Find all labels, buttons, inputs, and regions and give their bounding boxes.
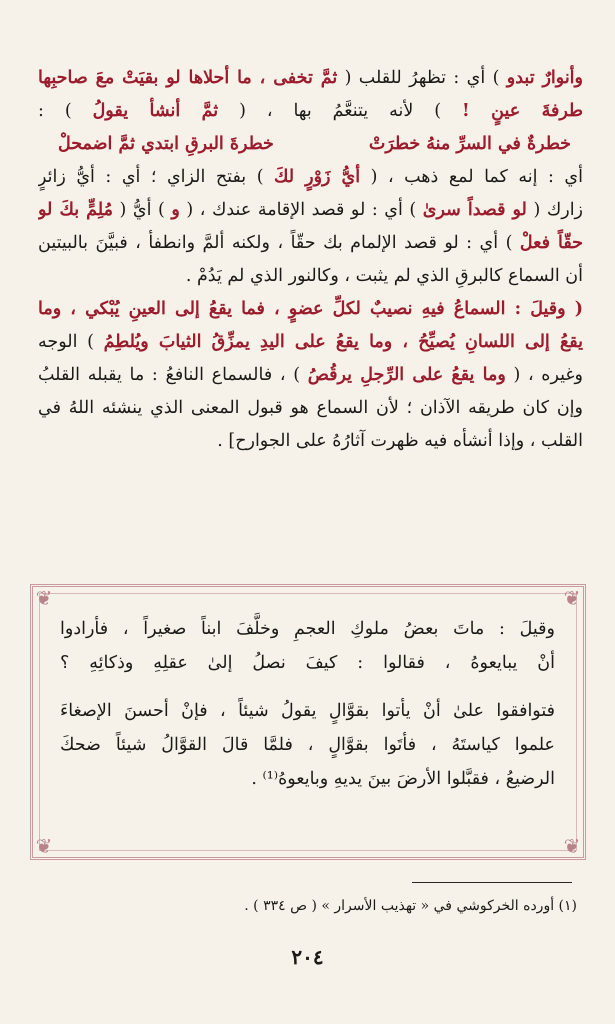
text-line [38,326,583,359]
framed-text-line: فتوافقوا علىٰ أنْ يأتوا بقوَّالٍ يقولُ شيئاً ، فإنْ أحسنَ الإصغاءَ [60,701,555,721]
main-text [38,62,583,458]
footnote-separator [412,882,572,883]
commentary-text: ) لأنه يتنعَّمُ بها ، ( [218,101,463,121]
commentary-text: القلب ، وإذا أنشأه فيه ظهرت آثارُهُ على الجوارح] . [217,431,583,451]
framed-anecdote [60,612,555,796]
commentary-text: ) أي : لو قصد الإقامة عندك ، ( [179,200,423,220]
verse-line [38,128,583,161]
commentary-text: ) أي : تظهرُ للقلب ( [337,68,507,88]
commentary-text: ) ، فالسماع النافعُ : ما يقبله القلبُ [38,365,308,385]
quoted-text: ، ما أحلاها لو بقيَتْ معَ صاحبِها [38,68,274,88]
quoted-text: حقّاً فعلْ [519,233,583,253]
commentary-text: وغيره ، ( [505,365,583,385]
quoted-text: لو قصداً سرىٰ [422,200,527,220]
commentary-text: ) بفتح الزاي ؛ أي : أيُّ زائرٍ [38,167,275,187]
text-line [38,194,583,227]
text-line [38,359,583,392]
quoted-text: ثمَّ أنشأ يقولُ [92,101,219,121]
quoted-text: مُلِمٍّ بكَ لو [38,200,113,220]
verse-hemistich: خطرةَ البرقِ ابتدي ثمَّ اضمحلْ [58,134,274,154]
quoted-text: وما يقعُ على الرِّجلِ يرقُصُ [307,365,506,385]
text-line [38,392,583,425]
corner-ornament-icon: ❦ [35,586,53,610]
framed-text-line: وقيلَ : ماتَ بعضُ ملوكِ العجمِ وخلَّفَ ابناً صغيراً ، فأرادوا [60,619,555,639]
verse-hemistich: خطرةٌ في السرِّ منهُ خطرَتْ [368,134,571,154]
page-number: ٢٠٤ [291,945,324,969]
quoted-text: يقعُ إلى اللسانِ يُصيِّحُ ، وما يقعُ على اليدِ يمزِّقُ الثيابَ ويُلطِمُ [103,332,583,352]
commentary-text: ) أي : لو قصد الإلمام بك حقّاً ، ولكنه ألمَّ وانطفأ ، فبيَّنَ بالبيتين [38,233,520,253]
commentary-text: وإن كان طريقه الآذان ؛ لأن السماع هو قبول المعنى الذي ينشئه اللهُ في [38,398,583,418]
paragraph-gap [60,680,555,694]
text-line [38,161,583,194]
text-line [38,293,583,326]
text-line [38,62,583,95]
commentary-text: أي : إنه كما لمع ذهب ، ( [360,167,583,187]
framed-text-line: أنْ يبايعوهُ ، فقالوا : كيفَ نصلُ إلىٰ عقلِهِ وذكائِهِ ؟ [60,653,555,673]
commentary-text: ) : [38,101,93,121]
text-line [38,260,583,293]
commentary-text: أن السماع كالبرقِ الذي لم يثبت ، وكالنور الذي لم يَدُمْ . [185,266,583,286]
quoted-text: أيُّ زَوْرٍ لكَ [274,167,361,187]
commentary-text: ) الوجه [38,332,104,352]
quoted-text: طرفةَ عينٍ ! [462,101,583,121]
framed-text-line: علموا كياستَهُ ، فأتَوا بقوَّالٍ ، فلمَّا قالَ القوَّالُ شيئاً ضحكَ [60,735,555,755]
commentary-text: زارك ( [526,200,583,220]
footnote: (١) أورده الخركوشي في « تهذيب الأسرار » ( ص ٣٣٤ ) . [244,898,577,914]
corner-ornament-icon: ❦ [563,834,581,858]
quoted-text: ثمَّ تخفى [273,68,338,88]
commentary-text: ) أيُّ ( [112,200,172,220]
text-line [38,95,583,128]
corner-ornament-icon: ❦ [563,586,581,610]
quoted-text: السماعُ فيهِ نصيبٌ لكلِّ عضوٍ ، فما يقعُ إلى العينِ يُبْكي ، وما [38,299,506,319]
quoted-text: وأنوارٌ تبدو [506,68,583,88]
text-line [38,425,583,458]
text-line [38,227,583,260]
quoted-text: و [171,200,180,220]
quoted-text: ( وقيلَ : [505,299,583,319]
framed-text-line: الرضيعُ ، فقبَّلوا الأرضَ بينَ يديهِ وبايعوهُ⁽¹⁾ . [251,769,555,789]
corner-ornament-icon: ❦ [35,834,53,858]
